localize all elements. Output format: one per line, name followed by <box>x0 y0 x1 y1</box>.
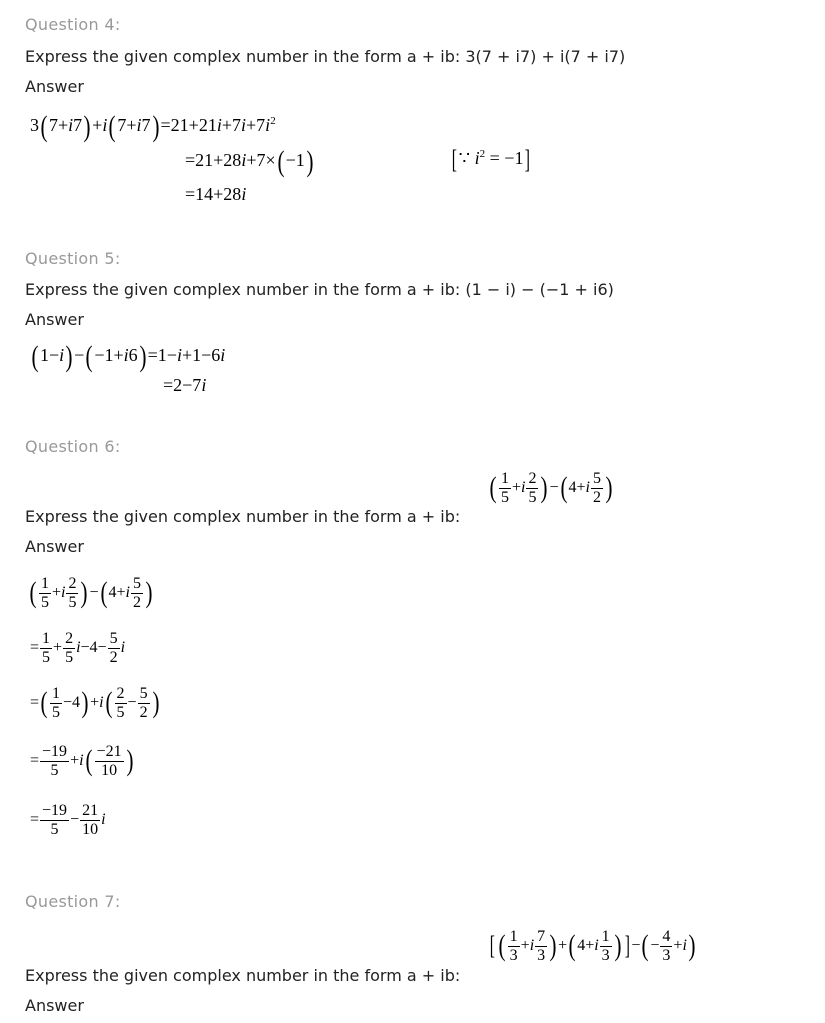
q6-step-3: =( $\frac{1}{5}$ −4)+i( $\frac{2}{5}$ − $\frac{5}{2}$ ) <box>30 685 160 721</box>
q5-step-1: (1−i)−(−1+i6)=1−i+1−6i <box>31 340 226 373</box>
question-5-prompt: Express the given complex number in the form a + ib: (1 − i) − (−1 + i6) <box>25 280 614 299</box>
q6-step-4: = $\frac{-19}{5}$ +i( $\frac{-21}{10}$ ) <box>30 743 134 779</box>
question-6-heading: Question 6: <box>25 437 121 456</box>
q6-prompt-expression: ( $\frac{1}{5}$ +i $\frac{2}{5}$ )−(4+i $\frac{5}{2}$ ) <box>489 470 613 506</box>
question-4-prompt: Express the given complex number in the form a + ib: 3(7 + i7) + i(7 + i7) <box>25 47 626 66</box>
question-6-prompt: Express the given complex number in the form a + ib: <box>25 507 461 526</box>
q4-step-3: =14+28i <box>185 184 247 204</box>
question-7-answer-label: Answer <box>25 996 84 1015</box>
q4-step-2: =21+28i+7×(−1) <box>185 145 314 178</box>
q6-step-5: = $\frac{-19}{5}$ − $\frac{21}{10}$ i <box>30 802 106 838</box>
q7-prompt-expression: [ ( $\frac{1}{3}$ +i $\frac{7}{3}$ )+(4+i $\frac{1}{3}$ ) ] −(− $\frac{4}{3}$ +i) <box>489 928 696 964</box>
question-4-heading: Question 4: <box>25 15 121 34</box>
q6-step-2: = $\frac{1}{5}$ + $\frac{2}{5}$ i−4− $\frac{5}{2}$ i <box>30 630 126 666</box>
question-6-answer-label: Answer <box>25 537 84 556</box>
question-5-heading: Question 5: <box>25 249 121 268</box>
q4-step-1: $3(7+i7)+i(7+i7)=21+21i+7i+7i^2$ <box>30 110 276 143</box>
question-7-prompt: Express the given complex number in the form a + ib: <box>25 966 461 985</box>
q5-step-2: =2−7i <box>163 375 207 395</box>
q6-step-1: ( $\frac{1}{5}$ +i $\frac{2}{5}$ )−(4+i $\frac{5}{2}$ ) <box>29 575 153 611</box>
question-7-heading: Question 7: <box>25 892 121 911</box>
question-4-answer-label: Answer <box>25 77 84 96</box>
q4-note: [∵ $i^2 = -1$] <box>451 145 531 174</box>
question-5-answer-label: Answer <box>25 310 84 329</box>
